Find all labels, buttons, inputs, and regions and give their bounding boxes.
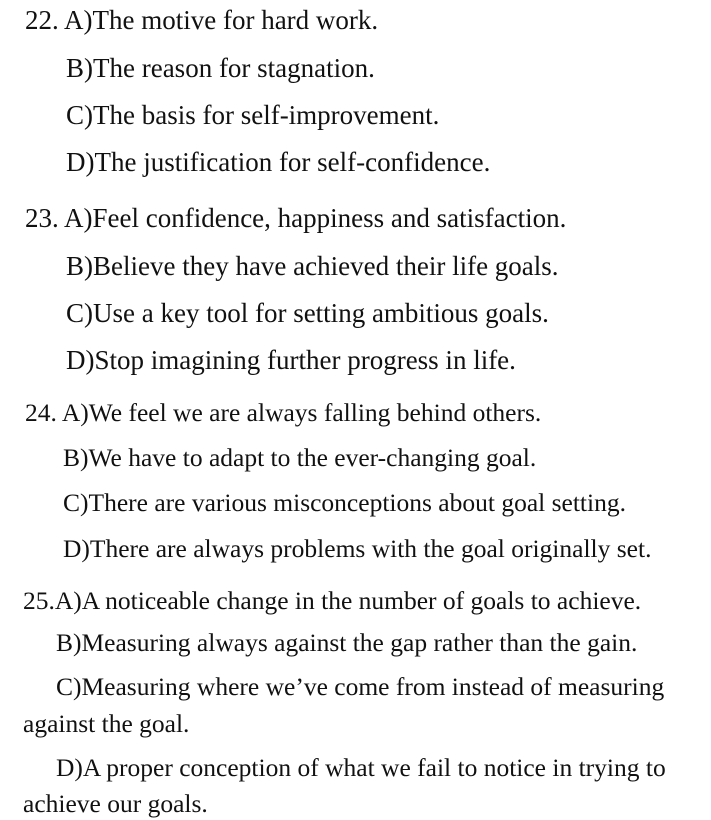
question-24-option-d: D)There are always problems with the goal originally set. xyxy=(63,534,652,563)
question-22-option-b: B)The reason for stagnation. xyxy=(66,53,375,83)
question-24-option-b: B)We have to adapt to the ever-changing goal. xyxy=(63,443,537,472)
question-25-option-b: B)Measuring always against the gap rather than the gain. xyxy=(56,628,638,657)
question-25-option-a: 25.A)A noticeable change in the number of goals to achieve. xyxy=(23,586,642,615)
question-23-option-c: C)Use a key tool for setting ambitious goals. xyxy=(66,298,549,328)
question-25-option-d-line1: D)A proper conception of what we fail to notice in trying to xyxy=(56,753,666,782)
question-25-option-c-line1: C)Measuring where we’ve come from instead of measuring xyxy=(56,672,665,701)
question-23-option-a: 23. A)Feel confidence, happiness and satisfaction. xyxy=(25,203,567,233)
question-22-option-a: 22. A)The motive for hard work. xyxy=(25,5,379,35)
question-25-option-d-line2: achieve our goals. xyxy=(23,789,208,818)
question-24-option-c: C)There are various misconceptions about goal setting. xyxy=(63,488,626,517)
question-25-option-c-line2: against the goal. xyxy=(23,709,190,738)
question-23-option-b: B)Believe they have achieved their life goals. xyxy=(66,251,559,281)
question-22-option-d: D)The justification for self-confidence. xyxy=(66,147,491,177)
question-24-option-a: 24. A)We feel we are always falling behind others. xyxy=(25,398,542,427)
question-23-option-d: D)Stop imagining further progress in life. xyxy=(66,345,516,375)
question-22-option-c: C)The basis for self-improvement. xyxy=(66,100,440,130)
